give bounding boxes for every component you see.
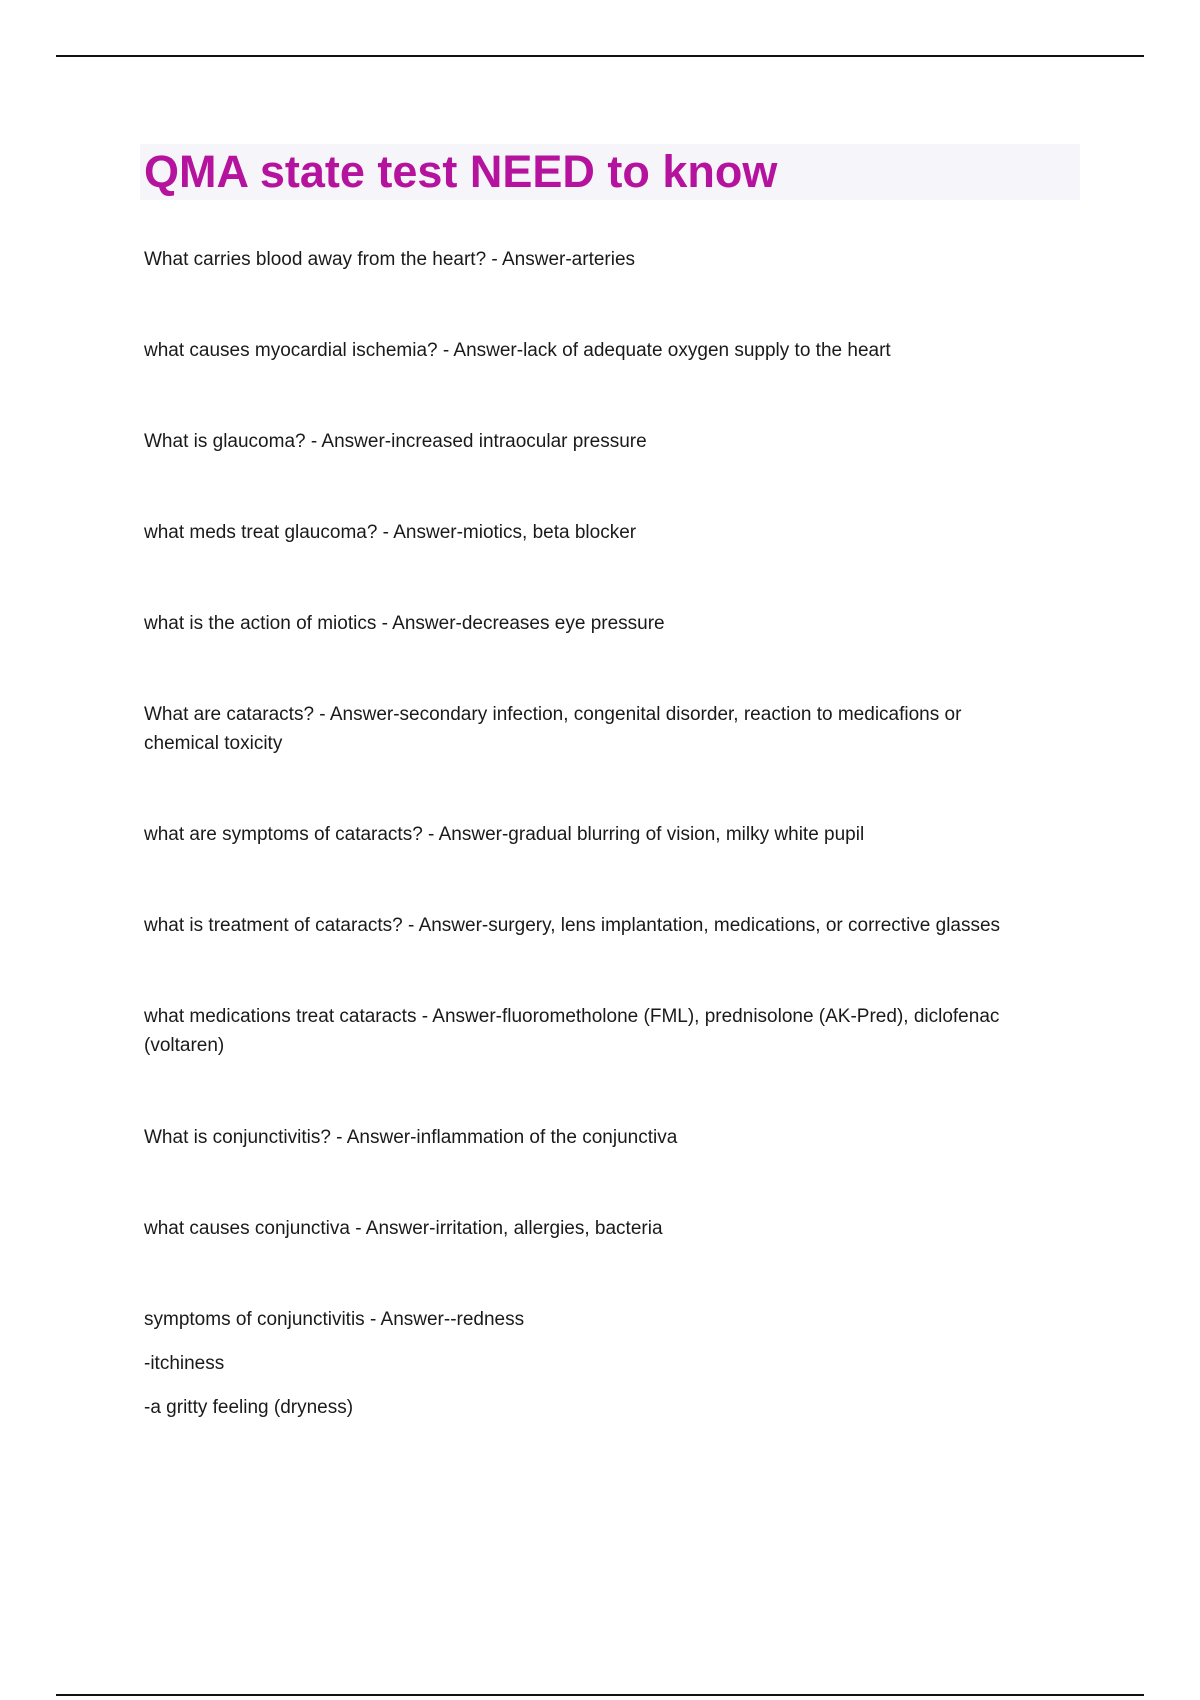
footer-rule [56,1694,1144,1696]
qa-text-line-3: -a gritty feeling (dryness) [144,1397,354,1418]
qa-item [144,609,1064,638]
qa-text-line-2: chemical toxicity [144,733,283,754]
qa-text-line-2: (voltaren) [144,1035,225,1056]
qa-text: what is treatment of cataracts? - Answer-surgery, lens implantation, medications, or corrective glasses [144,915,1001,936]
qa-text: What is glaucoma? - Answer-increased intraocular pressure [144,431,647,452]
qa-text-line-1: what medications treat cataracts - Answer-fluorometholone (FML), prednisolone (AK-Pred), diclofenac [144,1006,1000,1027]
qa-item [144,911,1064,940]
qa-item [144,1214,1064,1243]
document-title: QMA state test NEED to know [144,146,778,197]
qa-item [144,820,1064,849]
qa-text: what meds treat glaucoma? - Answer-miotics, beta blocker [144,522,637,543]
qa-text: what causes conjunctiva - Answer-irritation, allergies, bacteria [144,1218,663,1239]
qa-text: what is the action of miotics - Answer-decreases eye pressure [144,613,665,634]
qa-item [144,1002,1064,1060]
qa-item [144,245,1064,274]
header-rule [56,55,1144,57]
qa-text-line-2: -itchiness [144,1353,225,1374]
qa-text: What is conjunctivitis? - Answer-inflammation of the conjunctiva [144,1127,678,1148]
qa-text: What carries blood away from the heart? - Answer-arteries [144,249,636,270]
qa-item [144,1123,1064,1152]
qa-item [144,518,1064,547]
qa-text-line-1: What are cataracts? - Answer-secondary infection, congenital disorder, reaction to medicafions or [144,704,962,725]
qa-item [144,700,1064,758]
qa-item [144,336,1064,365]
qa-text-line-1: symptoms of conjunctivitis - Answer--redness [144,1309,525,1330]
qa-text: what are symptoms of cataracts? - Answer-gradual blurring of vision, milky white pupil [144,824,865,845]
qa-text: what causes myocardial ischemia? - Answer-lack of adequate oxygen supply to the heart [144,340,891,361]
qa-item [144,427,1064,456]
qa-item [144,1305,1064,1422]
